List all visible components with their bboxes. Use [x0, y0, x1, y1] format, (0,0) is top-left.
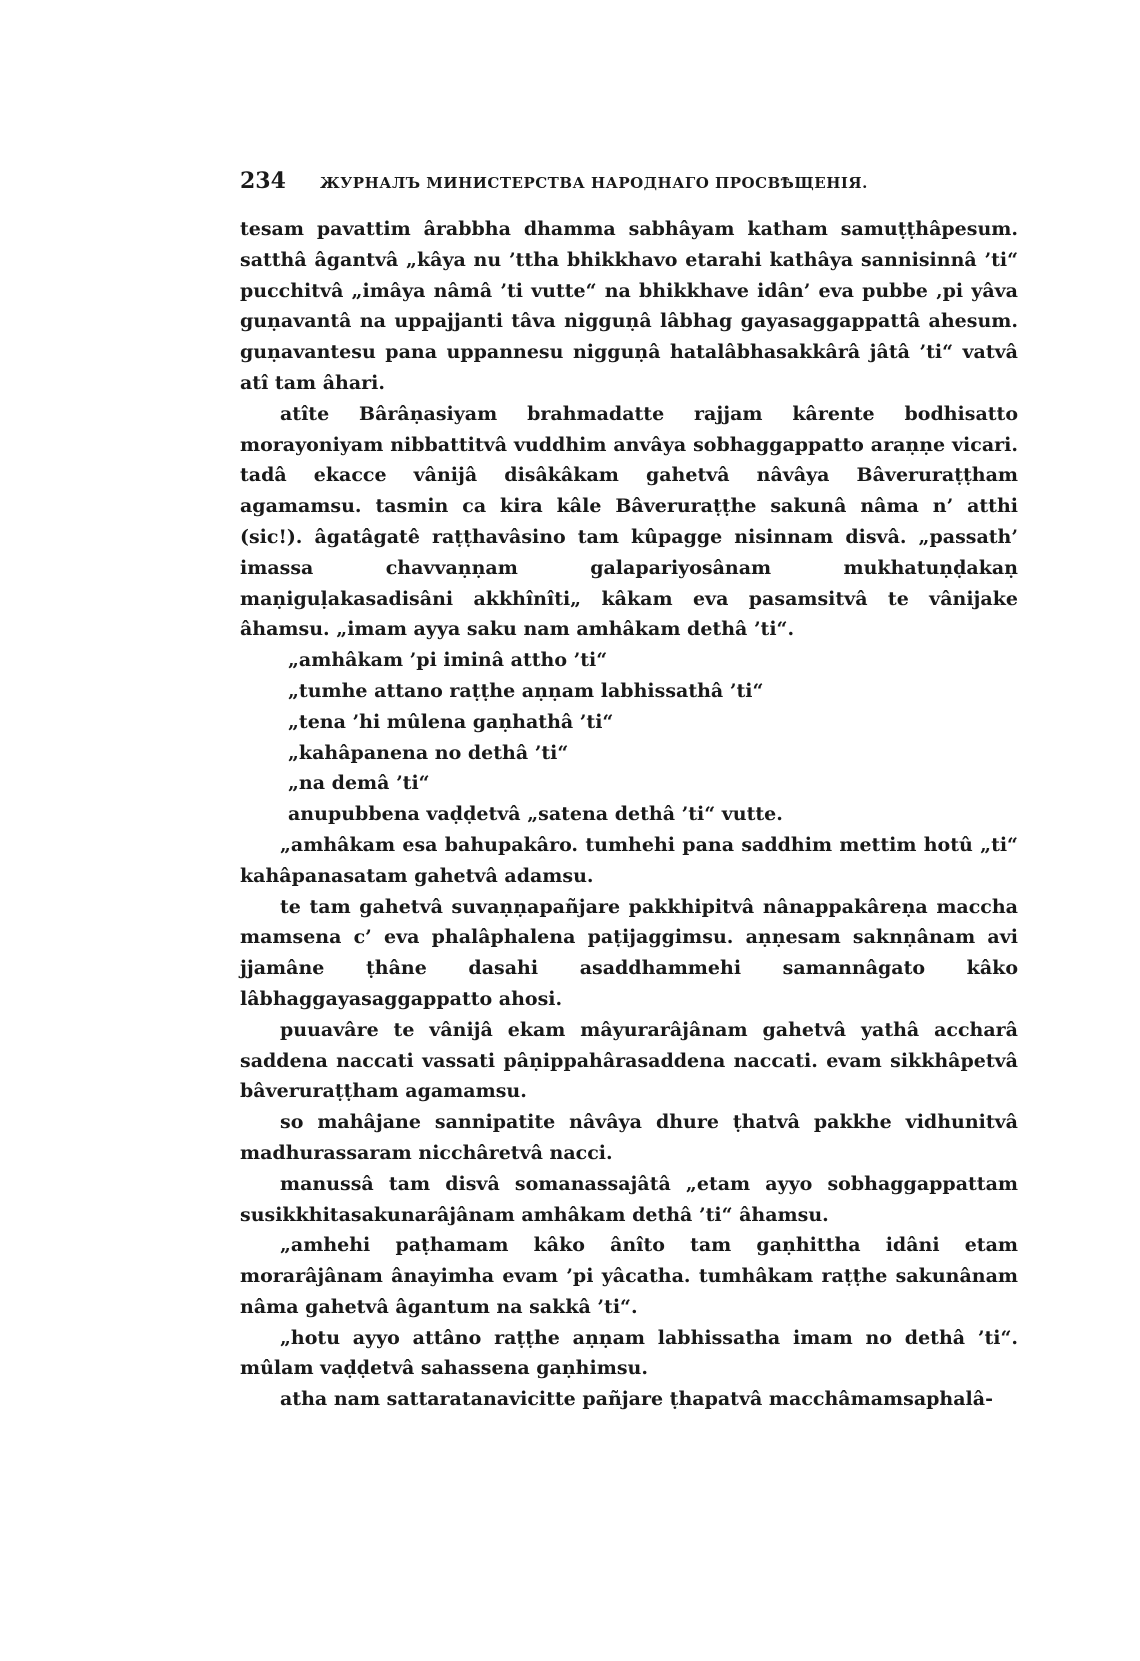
- dialogue-line: „amhâkam ’pi iminâ attho ’ti“: [288, 649, 608, 672]
- document-page: [240, 168, 1018, 1415]
- dialogue-line: „na demâ ’ti“: [288, 772, 430, 795]
- dialogue-line: „tumhe attano raṭṭhe aṇṇam labhissathâ ’ti“: [288, 679, 764, 702]
- paragraph: atha nam sattaratanavicitte pañjare ṭhapatvâ macchâmamsaphalâ-: [280, 1388, 993, 1411]
- paragraph: atîte Bârâṇasiyam brahmadatte rajjam kârente bodhisatto morayoniyam nibbattitvâ vuddhim anvâya sobhaggappatto araṇṇe vicari. tadâ ekacce vânijâ disâkâkam gahetvâ nâvâya Bâveruraṭṭham agamamsu. tasmin ca kira kâle Bâveruraṭṭhe sakunâ nâma n’ atthi (sic!). âgatâgatê raṭṭhavâsino tam kûpagge nisinnam disvâ. „passath’ imassa chavvaṇṇam galapariyosânam mukhatuṇḍakaṇ maṇiguḷakasadisâni akkhînîti„ kâkam eva pasamsitvâ te vânijake âhamsu. „imam ayya saku nam amhâkam dethâ ’ti“.: [240, 402, 1018, 641]
- dialogue-line: „tena ’hi mûlena gaṇhathâ ’ti“: [288, 710, 614, 733]
- body-text: [240, 214, 1018, 1415]
- paragraph: tesam pavattim ârabbha dhamma sabhâyam katham samuṭṭhâpesum. satthâ âgantvâ „kâya nu ’ttha bhikkhavo etarahi kathâya sannisinnâ ’ti“ pucchitvâ „imâya nâmâ ’ti vutte“ na bhikkhave idân’ eva pubbe ‚pi yâva guṇavantâ na uppajjanti tâva nigguṇâ lâbhag gayasaggappattâ ahesum. guṇavantesu pana uppannesu nigguṇâ hatalâbhasakkârâ jâtâ ’ti“ vatvâ atî tam âhari.: [240, 218, 1018, 394]
- running-head: ЖУРНАЛЪ МИНИСТЕРСТВА НАРОДНАГО ПРОСВѢЩЕНІЯ.: [319, 174, 868, 192]
- paragraph: „hotu ayyo attâno raṭṭhe aṇṇam labhissatha imam no dethâ ’ti“. mûlam vaḍḍetvâ sahassena gaṇhimsu.: [240, 1326, 1018, 1380]
- dialogue-line: „kahâpanena no dethâ ’ti“: [288, 741, 569, 764]
- paragraph: anupubbena vaḍḍetvâ „satena dethâ ’ti“ vutte.: [288, 803, 783, 826]
- paragraph: puuavâre te vânijâ ekam mâyurarâjânam gahetvâ yathâ accharâ saddena naccati vassati pâṇippahârasaddena naccati. evam sikkhâpetvâ bâveruraṭṭham agamamsu.: [240, 1018, 1018, 1103]
- paragraph: so mahâjane sannipatite nâvâya dhure ṭhatvâ pakkhe vidhunitvâ madhurassaram nicchâretvâ nacci.: [240, 1111, 1018, 1164]
- paragraph: te tam gahetvâ suvaṇṇapañjare pakkhipitvâ nânappakâreṇa maccha mamsena c’ eva phalâphalena paṭijaggimsu. aṇṇesam saknṇânam avi jjamâne ṭhâne dasahi asaddhammehi samannâgato kâko lâbhaggayasaggappatto ahosi.: [240, 895, 1018, 1010]
- page-header: [240, 168, 1018, 194]
- page-number: 234: [240, 168, 286, 194]
- paragraph: „amhâkam esa bahupakâro. tumhehi pana saddhim mettim hotû „ti“ kahâpanasatam gahetvâ adamsu.: [240, 833, 1018, 887]
- paragraph: manussâ tam disvâ somanassajâtâ „etam ayyo sobhaggappattam susikkhitasakunarâjânam amhâkam dethâ ’ti“ âhamsu.: [240, 1172, 1018, 1226]
- paragraph: „amhehi paṭhamam kâko ânîto tam gaṇhittha idâni etam morarâjânam ânayimha evam ’pi yâcatha. tumhâkam raṭṭhe sakunânam nâma gahetvâ âgantum na sakkâ ’ti“.: [240, 1234, 1018, 1318]
